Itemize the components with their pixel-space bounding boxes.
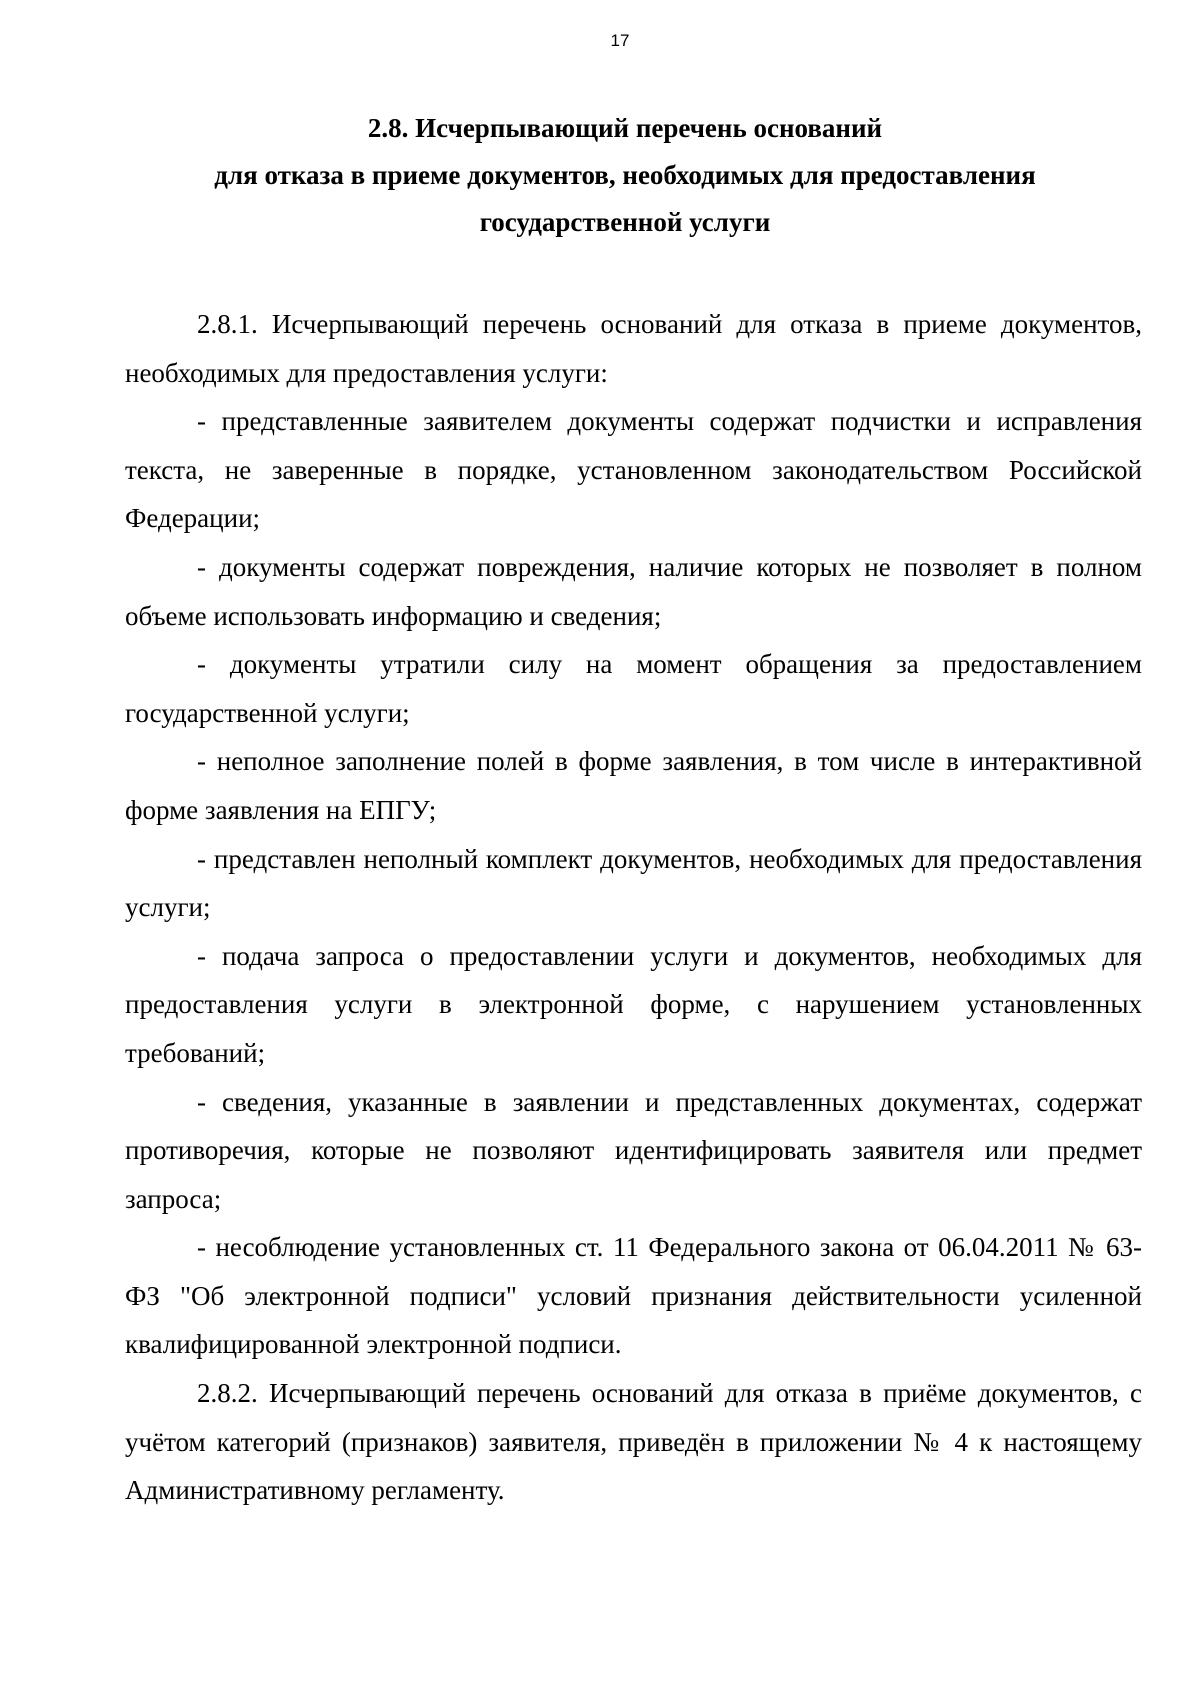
- list-item-contradictions: - сведения, указанные в заявлении и представленных документах, содержат противоречия, которые не позволяют идентифицировать заявителя или предмет запроса;: [125, 1086, 1142, 1214]
- section-heading-line-2: для отказа в приеме документов, необходимых для предоставления: [214, 160, 1036, 190]
- section-heading-line-3: государственной услуги: [479, 207, 771, 237]
- section-heading-line-1: 2.8. Исчерпывающий перечень оснований: [367, 113, 883, 143]
- list-item-expired: - документы утратили силу на момент обращения за предоставлением государственной услуги;: [125, 649, 1142, 728]
- list-item-incomplete-fields: - неполное заполнение полей в форме заявления, в том числе в интерактивной форме заявления на ЕПГУ;: [125, 746, 1142, 825]
- list-item-erasures: - представленные заявителем документы содержат подчистки и исправления текста, не заверенные в порядке, установленном законодательством Российской Федерации;: [125, 406, 1142, 534]
- section-heading: [125, 105, 1125, 246]
- list-item-electronic-violation: - подача запроса о предоставлении услуги и документов, необходимых для предоставления услуги в электронной форме, с нарушением установленных требований;: [125, 940, 1142, 1068]
- list-item-signature: - несоблюдение установленных ст. 11 Федерального закона от 06.04.2011 № 63-ФЗ "Об электронной подписи" условий признания действительности усиленной квалифицированной электронной подписи.: [125, 1232, 1142, 1360]
- section-body: [125, 300, 1142, 1515]
- paragraph-2-8-1: 2.8.1. Исчерпывающий перечень оснований для отказа в приеме документов, необходимых для предоставления услуги:: [125, 309, 1142, 388]
- list-item-incomplete-set: - представлен неполный комплект документов, необходимых для предоставления услуги;: [125, 843, 1142, 923]
- page-number: 17: [610, 31, 630, 50]
- list-item-damage: - документы содержат повреждения, наличие которых не позволяет в полном объеме использовать информацию и сведения;: [125, 551, 1142, 631]
- paragraph-2-8-2: 2.8.2. Исчерпывающий перечень оснований для отказа в приёме документов, с учётом категорий (признаков) заявителя, приведён в приложении № 4 к настоящему Административному регламенту.: [125, 1378, 1142, 1506]
